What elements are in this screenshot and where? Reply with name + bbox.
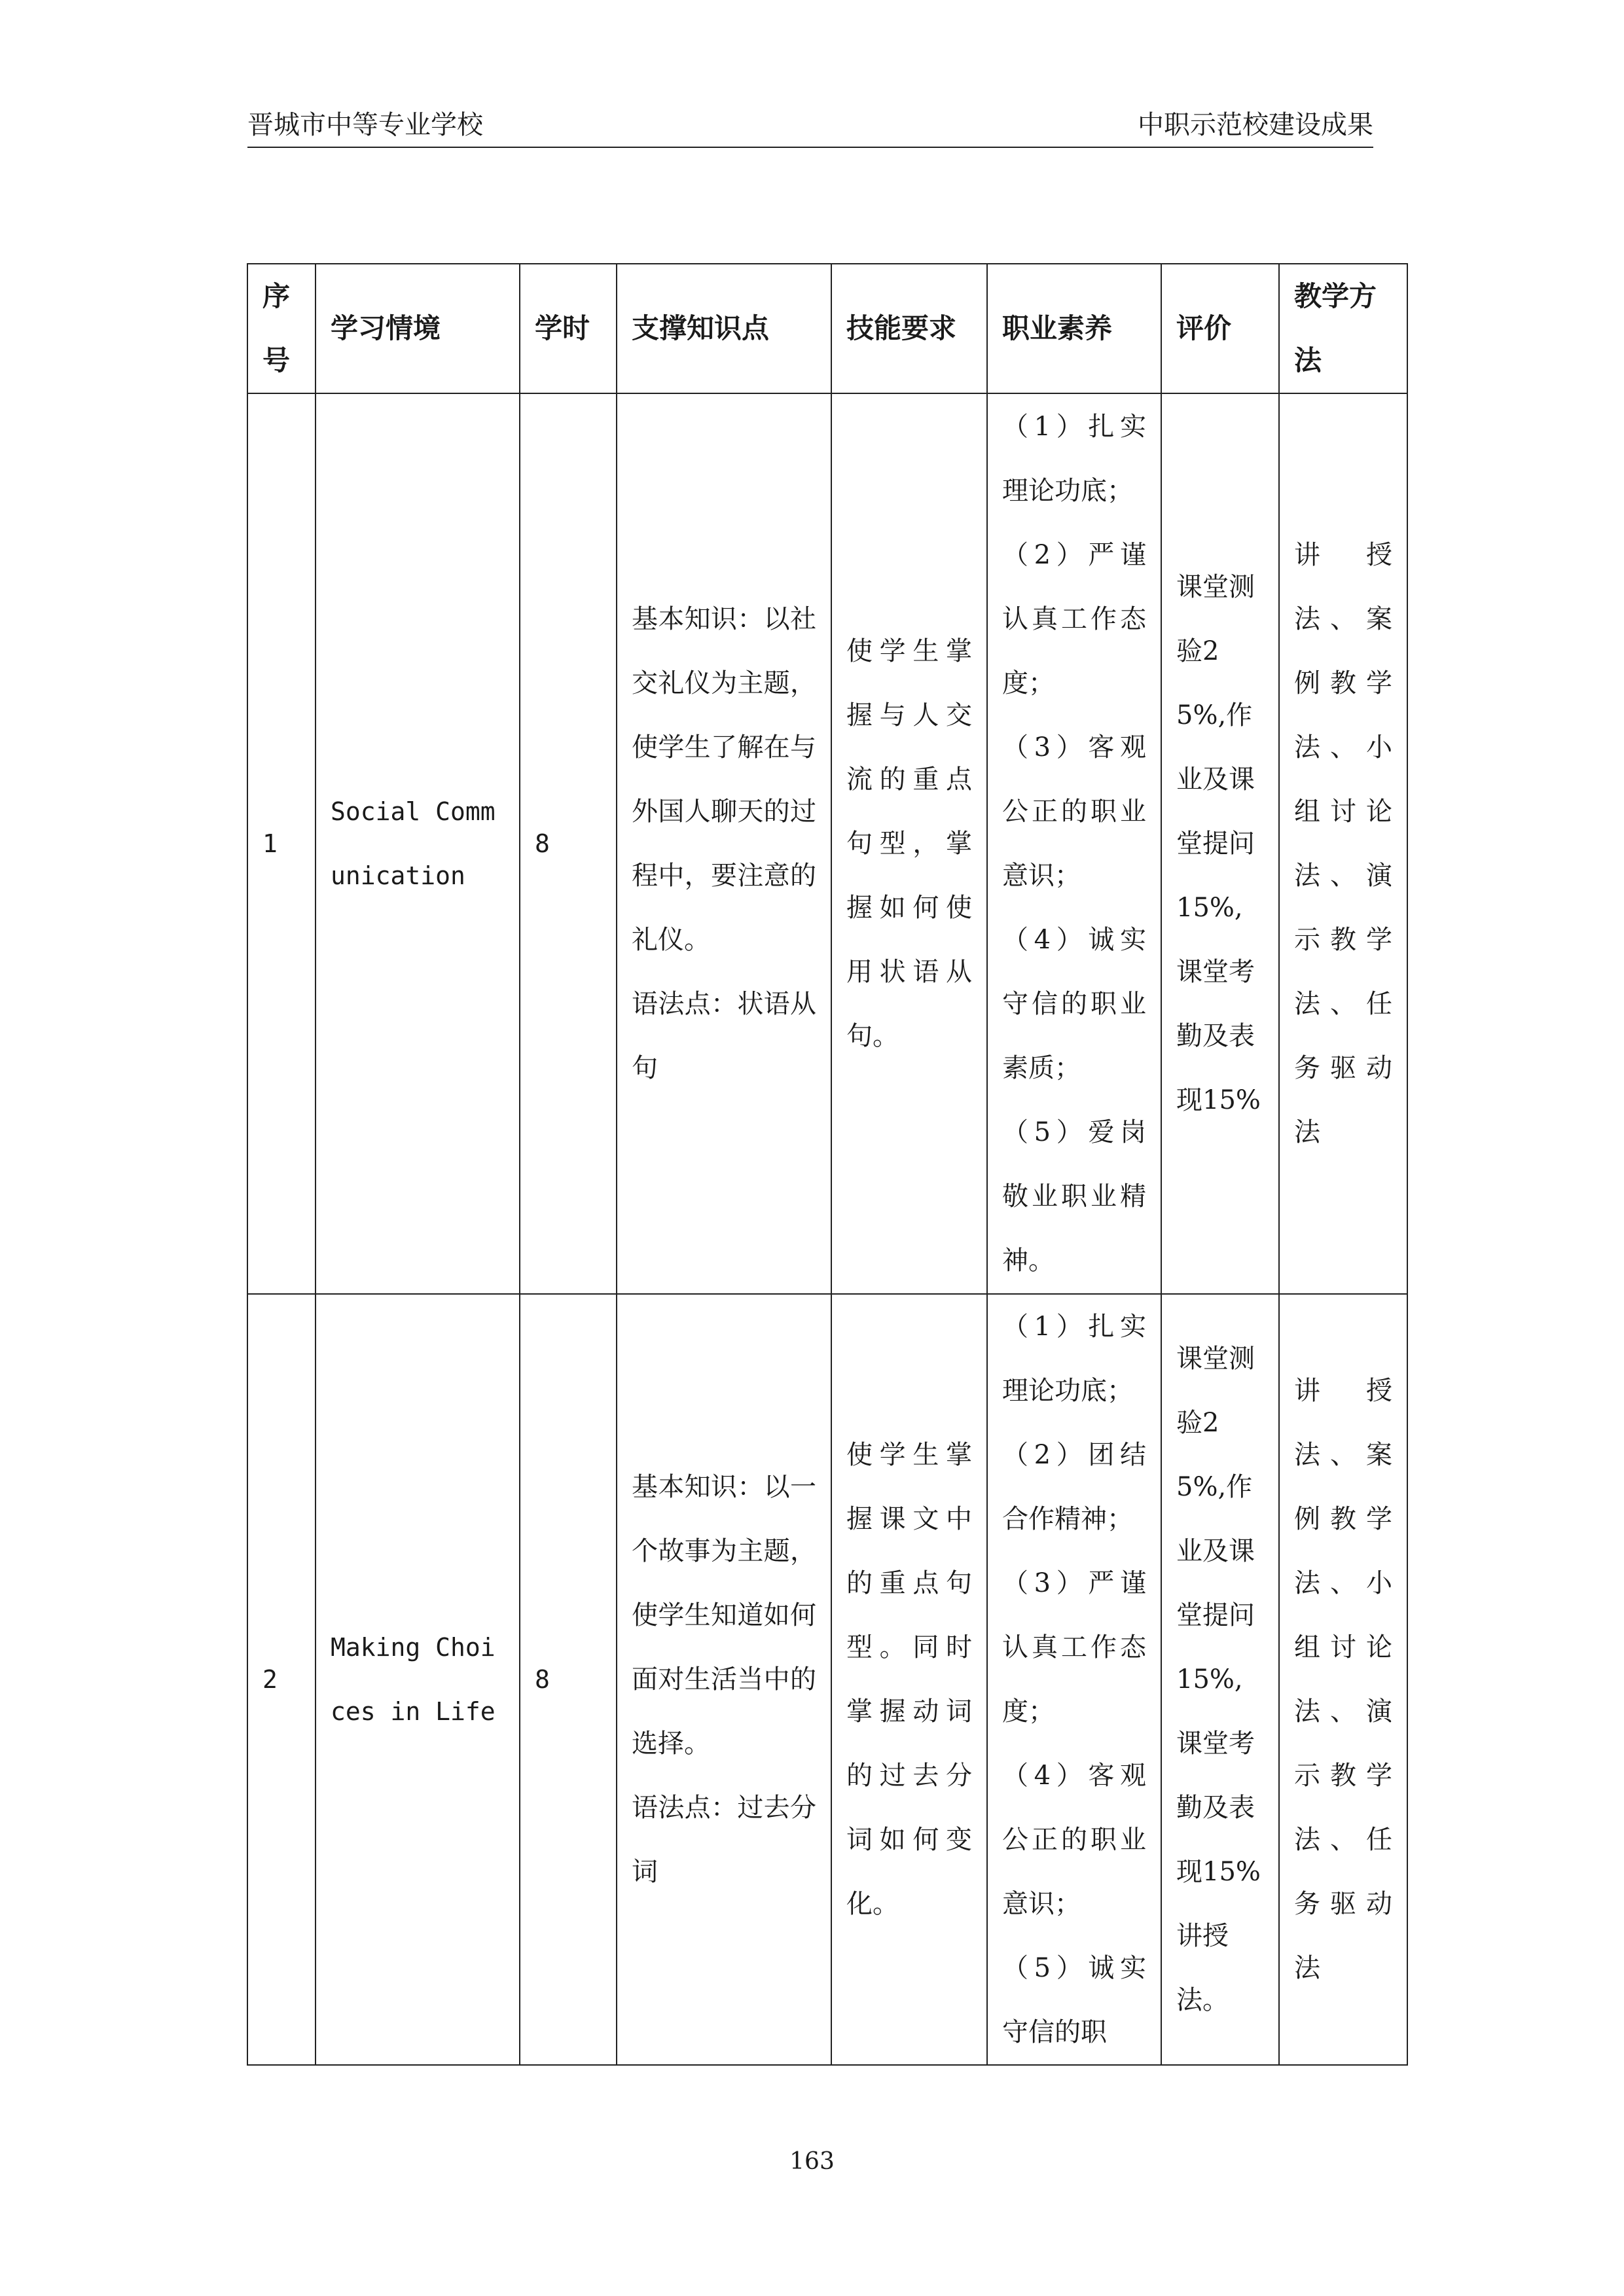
column-header: 职业素养 [987, 264, 1161, 393]
course-table [247, 263, 1408, 2066]
column-header: 支撑知识点 [617, 264, 831, 393]
learning-situation: Making Choices in Life [316, 1294, 520, 2065]
page-header [247, 110, 1373, 148]
row-number: 2 [247, 1294, 316, 2065]
page-number: 163 [789, 2148, 835, 2175]
table-row [247, 393, 1407, 1294]
skill-requirements: 使学生掌握课文中的重点句型。同时掌握动词的过去分词如何变化。 [831, 1294, 987, 2065]
professional-literacy: （1）扎实理论功底； （2）严谨认真工作态度； （3）客观公正的职业意识； （4）诚实守信的职业素质； （5）爱岗敬业职业精神。 [987, 393, 1161, 1294]
row-number: 1 [247, 393, 316, 1294]
professional-literacy: （1）扎实理论功底； （2）团结合作精神； （3）严谨认真工作态度； （4）客观公正的职业意识； （5）诚实守信的职 [987, 1294, 1161, 2065]
column-header: 评价 [1161, 264, 1279, 393]
teaching-method: 讲授法、案例教学法、小组讨论法、演示教学法、任务驱动法 [1279, 393, 1407, 1294]
table-row [247, 1294, 1407, 2065]
teaching-method: 讲授法、案例教学法、小组讨论法、演示教学法、任务驱动法 [1279, 1294, 1407, 2065]
column-header: 学习情境 [316, 264, 520, 393]
column-header: 教学方法 [1279, 264, 1407, 393]
column-header: 技能要求 [831, 264, 987, 393]
class-hours: 8 [520, 393, 617, 1294]
table-header-row [247, 264, 1407, 393]
evaluation: 课堂测验25%,作业及课堂提问15%,课堂考勤及表现15% [1161, 393, 1279, 1294]
knowledge-points: 基本知识：以一个故事为主题，使学生知道如何面对生活当中的选择。 语法点：过去分词 [617, 1294, 831, 2065]
column-header: 学时 [520, 264, 617, 393]
knowledge-points: 基本知识：以社交礼仪为主题，使学生了解在与外国人聊天的过程中，要注意的礼仪。 语法点：状语从句 [617, 393, 831, 1294]
school-name: 晋城市中等专业学校 [247, 110, 483, 140]
evaluation: 课堂测验25%,作业及课堂提问15%,课堂考勤及表现15% 讲授法。 [1161, 1294, 1279, 2065]
header-section-title: 中职示范校建设成果 [1138, 110, 1373, 140]
column-header: 序号 [247, 264, 316, 393]
class-hours: 8 [520, 1294, 617, 2065]
learning-situation: Social Communication [316, 393, 520, 1294]
skill-requirements: 使学生掌握与人交流的重点句型，掌握如何使用状语从句。 [831, 393, 987, 1294]
